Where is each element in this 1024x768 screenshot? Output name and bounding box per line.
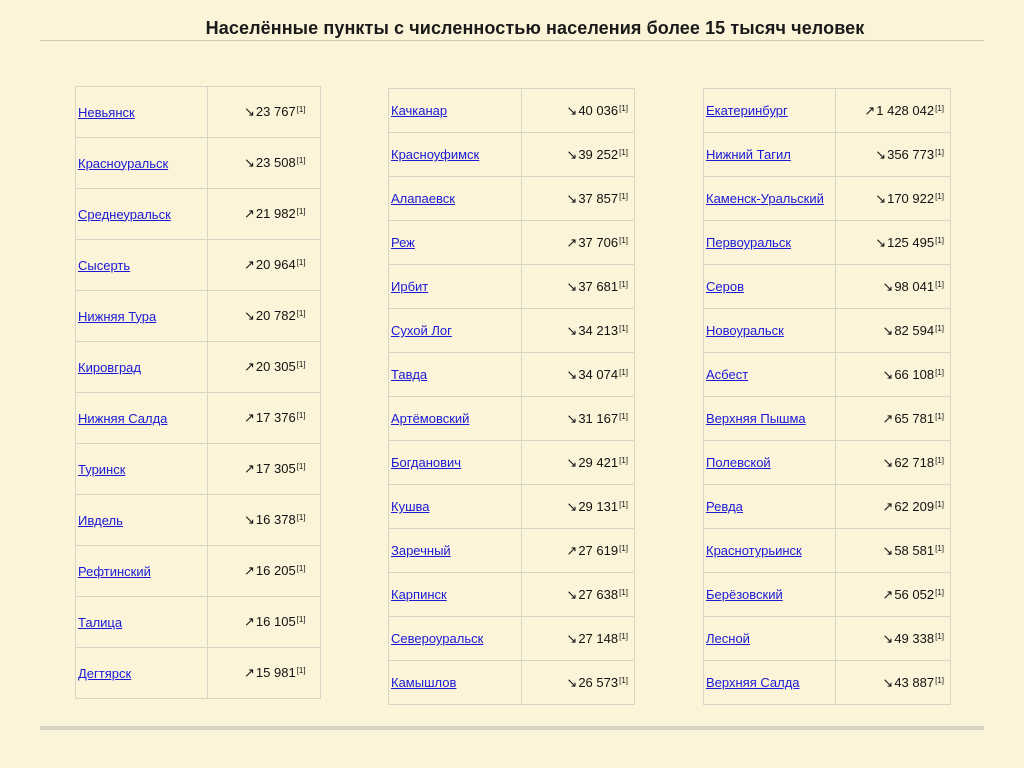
trend-down-icon: ↘: [244, 308, 255, 323]
table-row: [704, 177, 951, 221]
population-cell: [836, 573, 951, 617]
population-value: 17 376: [255, 410, 296, 425]
town-name-cell: [389, 661, 522, 705]
town-link[interactable]: Берёзовский: [706, 587, 783, 602]
table-row: [389, 529, 635, 573]
population-value: 34 074: [578, 366, 619, 382]
table-row: [389, 661, 635, 705]
footnote-ref[interactable]: [1]: [296, 411, 306, 420]
town-name-cell: [389, 397, 522, 441]
footnote-ref[interactable]: [1]: [296, 360, 306, 369]
population-value: 356 773: [887, 146, 935, 162]
population-cell: [836, 441, 951, 485]
table-row: [704, 353, 951, 397]
town-name-cell: [704, 661, 836, 705]
population-cell: [522, 661, 635, 705]
town-link[interactable]: Дегтярск: [78, 665, 132, 681]
town-name-cell: [704, 309, 836, 353]
trend-down-icon: ↘: [566, 410, 578, 426]
town-link[interactable]: Невьянск: [78, 104, 135, 120]
trend-down-icon: ↘: [566, 454, 578, 470]
footnote-ref[interactable]: [1]: [296, 105, 306, 114]
trend-down-icon: ↘: [566, 586, 578, 602]
population-cell: [522, 529, 635, 573]
population-value: 27 148: [578, 630, 619, 646]
town-name-cell: [389, 221, 522, 265]
population-value: 23 508: [255, 155, 296, 170]
population-value: 16 205: [255, 563, 296, 578]
town-name-cell: [76, 648, 208, 699]
footnote-ref[interactable]: [1]: [935, 147, 944, 157]
trend-up-icon: ↗: [244, 206, 255, 221]
population-cell: [522, 265, 635, 309]
footnote-ref[interactable]: [1]: [619, 103, 628, 113]
population-value: 40 036: [578, 102, 619, 118]
population-cell: [836, 309, 951, 353]
footnote-ref[interactable]: [1]: [619, 191, 628, 201]
town-link[interactable]: Артёмовский: [391, 411, 470, 426]
town-name-cell: [704, 133, 836, 177]
trend-up-icon: ↗: [882, 498, 894, 514]
population-cell: [208, 444, 321, 495]
population-cell: [522, 573, 635, 617]
town-link[interactable]: Кировград: [78, 359, 141, 375]
towns-table-3: [703, 88, 951, 705]
table-row: [704, 221, 951, 265]
title-divider: [40, 40, 984, 41]
population-value: 20 305: [255, 359, 296, 374]
town-name-cell: [389, 617, 522, 661]
town-name-cell: [76, 342, 208, 393]
town-name-cell: [389, 177, 522, 221]
population-cell: [522, 309, 635, 353]
bottom-divider: [40, 726, 984, 730]
table-row: [704, 441, 951, 485]
town-name-cell: [76, 393, 208, 444]
table-row: [389, 573, 635, 617]
table-row: [389, 485, 635, 529]
population-cell: [522, 89, 635, 133]
table-row: [704, 89, 951, 133]
trend-down-icon: ↘: [244, 104, 255, 119]
town-link[interactable]: Красноуральск: [78, 155, 169, 171]
trend-up-icon: ↗: [882, 586, 894, 602]
footnote-ref[interactable]: [1]: [619, 631, 628, 641]
population-value: 21 982: [255, 206, 296, 221]
town-link[interactable]: Красноуфимск: [391, 147, 480, 162]
population-value: 20 964: [255, 257, 296, 272]
trend-down-icon: ↘: [882, 278, 894, 294]
population-value: 65 781: [894, 410, 935, 426]
table-row: [76, 138, 321, 189]
population-cell: [208, 597, 321, 648]
population-value: 170 922: [887, 190, 935, 206]
trend-down-icon: ↘: [875, 190, 887, 206]
population-cell: [836, 617, 951, 661]
population-value: 20 782: [255, 308, 296, 323]
population-value: 58 581: [894, 542, 935, 558]
population-cell: [208, 291, 321, 342]
footnote-ref[interactable]: [1]: [935, 631, 944, 641]
table-row: [76, 342, 321, 393]
trend-up-icon: ↗: [244, 563, 255, 578]
table-row: [389, 177, 635, 221]
trend-down-icon: ↘: [882, 322, 894, 338]
footnote-ref[interactable]: [1]: [619, 587, 628, 597]
population-value: 37 706: [578, 234, 619, 250]
population-value: 29 421: [578, 454, 619, 470]
town-link[interactable]: Туринск: [78, 461, 126, 477]
footnote-ref[interactable]: [1]: [619, 235, 628, 245]
trend-down-icon: ↘: [244, 155, 255, 170]
population-value: 17 305: [255, 461, 296, 476]
town-link[interactable]: Нижняя Салда: [78, 410, 168, 426]
town-link[interactable]: Каменск-Уральский: [706, 191, 824, 206]
towns-table-1: [75, 86, 321, 699]
town-name-cell: [704, 529, 836, 573]
table-row: [76, 546, 321, 597]
population-value: 39 252: [578, 146, 619, 162]
population-cell: [836, 529, 951, 573]
town-name-cell: [76, 240, 208, 291]
trend-down-icon: ↘: [566, 322, 578, 338]
population-value: 27 619: [578, 542, 619, 558]
town-name-cell: [389, 133, 522, 177]
town-link[interactable]: Камышлов: [391, 675, 457, 690]
trend-down-icon: ↘: [882, 674, 894, 690]
population-value: 98 041: [894, 278, 935, 294]
population-cell: [836, 265, 951, 309]
table-row: [76, 444, 321, 495]
table-row: [704, 617, 951, 661]
town-link[interactable]: Заречный: [391, 543, 451, 558]
table-row: [76, 240, 321, 291]
table-row: [389, 617, 635, 661]
town-name-cell: [704, 485, 836, 529]
town-name-cell: [389, 89, 522, 133]
trend-down-icon: ↘: [566, 630, 578, 646]
population-value: 34 213: [578, 322, 619, 338]
table-row: [76, 189, 321, 240]
town-link[interactable]: Нижняя Тура: [78, 308, 157, 324]
population-cell: [208, 495, 321, 546]
footnote-ref[interactable]: [1]: [296, 462, 306, 471]
table-row: [389, 441, 635, 485]
trend-up-icon: ↗: [244, 461, 255, 476]
town-name-cell: [389, 573, 522, 617]
table-row: [389, 221, 635, 265]
town-link[interactable]: Реж: [391, 235, 415, 250]
town-link[interactable]: Качканар: [391, 103, 448, 118]
footnote-ref[interactable]: [1]: [296, 156, 306, 165]
footnote-ref[interactable]: [1]: [935, 323, 944, 333]
population-cell: [836, 221, 951, 265]
population-value: 49 338: [894, 630, 935, 646]
town-link[interactable]: Асбест: [706, 367, 749, 382]
table-row: [704, 133, 951, 177]
town-link[interactable]: Серов: [706, 279, 744, 294]
footnote-ref[interactable]: [1]: [935, 499, 944, 509]
table-row: [389, 309, 635, 353]
town-link[interactable]: Карпинск: [391, 587, 447, 602]
town-link[interactable]: Ревда: [706, 499, 743, 514]
footnote-ref[interactable]: [1]: [935, 279, 944, 289]
trend-down-icon: ↘: [882, 542, 894, 558]
town-name-cell: [389, 265, 522, 309]
population-cell: [836, 353, 951, 397]
town-link[interactable]: Североуральск: [391, 631, 484, 646]
town-link[interactable]: Новоуральск: [706, 323, 784, 338]
town-link[interactable]: Алапаевск: [391, 191, 455, 206]
town-name-cell: [389, 441, 522, 485]
footnote-ref[interactable]: [1]: [935, 543, 944, 553]
town-name-cell: [704, 221, 836, 265]
town-name-cell: [704, 265, 836, 309]
trend-down-icon: ↘: [875, 146, 887, 162]
footnote-ref[interactable]: [1]: [935, 191, 944, 201]
footnote-ref[interactable]: [1]: [296, 309, 306, 318]
town-link[interactable]: Краснотурьинск: [706, 543, 802, 558]
population-cell: [522, 397, 635, 441]
population-value: 37 857: [578, 190, 619, 206]
population-value: 29 131: [578, 498, 619, 514]
population-cell: [522, 485, 635, 529]
trend-down-icon: ↘: [566, 190, 578, 206]
footnote-ref[interactable]: [1]: [619, 543, 628, 553]
town-name-cell: [76, 597, 208, 648]
population-cell: [522, 441, 635, 485]
population-cell: [208, 546, 321, 597]
population-cell: [208, 342, 321, 393]
trend-down-icon: ↘: [882, 454, 894, 470]
town-name-cell: [704, 89, 836, 133]
trend-down-icon: ↘: [566, 278, 578, 294]
footnote-ref[interactable]: [1]: [935, 587, 944, 597]
town-name-cell: [704, 441, 836, 485]
town-name-cell: [76, 444, 208, 495]
trend-up-icon: ↗: [244, 410, 255, 425]
population-cell: [836, 177, 951, 221]
population-cell: [208, 138, 321, 189]
table-row: [389, 353, 635, 397]
town-name-cell: [389, 309, 522, 353]
population-value: 26 573: [578, 674, 619, 690]
trend-up-icon: ↗: [882, 410, 894, 426]
population-cell: [208, 393, 321, 444]
town-name-cell: [704, 177, 836, 221]
town-name-cell: [389, 529, 522, 573]
footnote-ref[interactable]: [1]: [296, 258, 306, 267]
town-name-cell: [704, 617, 836, 661]
footnote-ref[interactable]: [1]: [935, 235, 944, 245]
population-value: 1 428 042: [876, 102, 935, 118]
town-link[interactable]: Ивдель: [78, 512, 123, 528]
trend-up-icon: ↗: [566, 234, 578, 250]
town-name-cell: [76, 546, 208, 597]
footnote-ref[interactable]: [1]: [296, 666, 306, 675]
table-row: [76, 495, 321, 546]
population-value: 15 981: [255, 665, 296, 680]
page-title: Населённые пункты с численностью населения более 15 тысяч человек: [205, 18, 865, 38]
town-link[interactable]: Лесной: [706, 631, 750, 646]
footnote-ref[interactable]: [1]: [619, 675, 628, 685]
trend-down-icon: ↘: [566, 146, 578, 162]
footnote-ref[interactable]: [1]: [619, 367, 628, 377]
trend-down-icon: ↘: [244, 512, 255, 527]
town-link[interactable]: Полевской: [706, 455, 771, 470]
town-link[interactable]: Верхняя Салда: [706, 675, 800, 690]
footnote-ref[interactable]: [1]: [619, 411, 628, 421]
table-row: [76, 597, 321, 648]
population-value: 27 638: [578, 586, 619, 602]
town-link[interactable]: Верхняя Пышма: [706, 411, 806, 426]
population-value: 62 718: [894, 454, 935, 470]
footnote-ref[interactable]: [1]: [296, 513, 306, 522]
footnote-ref[interactable]: [1]: [619, 455, 628, 465]
town-link[interactable]: Кушва: [391, 499, 430, 514]
population-value: 66 108: [894, 366, 935, 382]
footnote-ref[interactable]: [1]: [296, 615, 306, 624]
footnote-ref[interactable]: [1]: [619, 499, 628, 509]
table-row: [389, 89, 635, 133]
table-row: [76, 393, 321, 444]
table-row: [704, 309, 951, 353]
trend-up-icon: ↗: [864, 102, 876, 118]
town-name-cell: [76, 138, 208, 189]
table-row: [704, 485, 951, 529]
town-name-cell: [704, 573, 836, 617]
population-cell: [522, 177, 635, 221]
trend-down-icon: ↘: [566, 674, 578, 690]
trend-up-icon: ↗: [244, 359, 255, 374]
footnote-ref[interactable]: [1]: [619, 323, 628, 333]
trend-down-icon: ↘: [882, 630, 894, 646]
town-name-cell: [76, 495, 208, 546]
population-cell: [208, 240, 321, 291]
population-value: 16 105: [255, 614, 296, 629]
population-cell: [208, 189, 321, 240]
population-value: 56 052: [894, 586, 935, 602]
population-value: 16 378: [255, 512, 296, 527]
town-link[interactable]: Сухой Лог: [391, 323, 452, 338]
trend-down-icon: ↘: [566, 498, 578, 514]
population-cell: [208, 87, 321, 138]
trend-up-icon: ↗: [244, 665, 255, 680]
town-link[interactable]: Ирбит: [391, 279, 429, 294]
trend-down-icon: ↘: [875, 234, 887, 250]
footnote-ref[interactable]: [1]: [619, 147, 628, 157]
population-value: 43 887: [894, 674, 935, 690]
town-name-cell: [76, 87, 208, 138]
table-row: [704, 661, 951, 705]
town-link[interactable]: Екатеринбург: [706, 103, 788, 118]
footnote-ref[interactable]: [1]: [935, 367, 944, 377]
town-name-cell: [704, 353, 836, 397]
town-link[interactable]: Тавда: [391, 367, 428, 382]
footnote-ref[interactable]: [1]: [296, 564, 306, 573]
table-row: [704, 265, 951, 309]
trend-down-icon: ↘: [566, 102, 578, 118]
footnote-ref[interactable]: [1]: [619, 279, 628, 289]
population-cell: [522, 353, 635, 397]
town-link[interactable]: Первоуральск: [706, 235, 792, 250]
table-row: [389, 397, 635, 441]
population-cell: [836, 89, 951, 133]
population-cell: [836, 397, 951, 441]
table-row: [76, 648, 321, 699]
town-name-cell: [76, 189, 208, 240]
footnote-ref[interactable]: [1]: [935, 103, 944, 113]
population-value: 37 681: [578, 278, 619, 294]
population-cell: [522, 221, 635, 265]
population-cell: [522, 617, 635, 661]
table-row: [704, 573, 951, 617]
town-name-cell: [76, 291, 208, 342]
table-row: [389, 265, 635, 309]
population-cell: [836, 661, 951, 705]
town-name-cell: [389, 485, 522, 529]
footnote-ref[interactable]: [1]: [935, 675, 944, 685]
population-value: 125 495: [887, 234, 935, 250]
town-link[interactable]: Среднеуральск: [78, 206, 171, 222]
town-name-cell: [389, 353, 522, 397]
population-cell: [836, 133, 951, 177]
town-link[interactable]: Талица: [78, 614, 123, 630]
footnote-ref[interactable]: [1]: [935, 455, 944, 465]
population-value: 31 167: [578, 410, 619, 426]
town-name-cell: [704, 397, 836, 441]
population-cell: [208, 648, 321, 699]
town-link[interactable]: Сысерть: [78, 257, 131, 273]
population-value: 23 767: [255, 104, 296, 119]
footnote-ref[interactable]: [1]: [296, 207, 306, 216]
towns-table-2: [388, 88, 635, 705]
table-row: [76, 291, 321, 342]
town-link[interactable]: Нижний Тагил: [706, 147, 791, 162]
trend-down-icon: ↘: [566, 366, 578, 382]
population-cell: [522, 133, 635, 177]
trend-up-icon: ↗: [566, 542, 578, 558]
population-value: 62 209: [894, 498, 935, 514]
table-row: [704, 529, 951, 573]
town-link[interactable]: Богданович: [391, 455, 462, 470]
table-row: [389, 133, 635, 177]
population-value: 82 594: [894, 322, 935, 338]
table-row: [76, 87, 321, 138]
trend-up-icon: ↗: [244, 257, 255, 272]
town-link[interactable]: Рефтинский: [78, 563, 151, 579]
population-cell: [836, 485, 951, 529]
trend-up-icon: ↗: [244, 614, 255, 629]
trend-down-icon: ↘: [882, 366, 894, 382]
table-row: [704, 397, 951, 441]
footnote-ref[interactable]: [1]: [935, 411, 944, 421]
